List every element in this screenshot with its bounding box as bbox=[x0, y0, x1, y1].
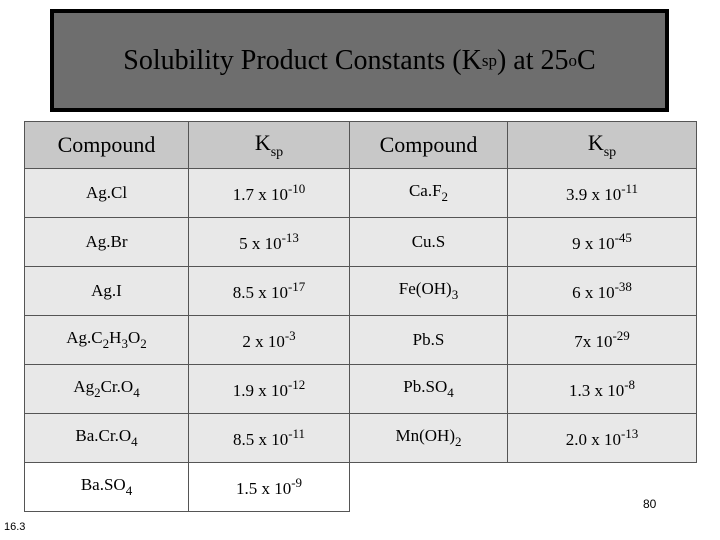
header-ksp-sub: sp bbox=[603, 144, 617, 160]
ksp-value-cell bbox=[508, 267, 697, 316]
compound-cell bbox=[25, 414, 189, 463]
text-part: Ag bbox=[73, 377, 95, 396]
title-mid: ) at 25 bbox=[496, 44, 569, 76]
superscript: -38 bbox=[614, 279, 632, 294]
text-part: Fe(OH) bbox=[398, 279, 452, 298]
table-row bbox=[25, 316, 697, 365]
text-part: Ba.Cr.O bbox=[75, 426, 132, 445]
text-part: 1.7 x 10 bbox=[232, 185, 288, 204]
text-part: Ba.SO bbox=[80, 475, 126, 494]
subscript: 3 bbox=[121, 336, 128, 351]
header-ksp-k: K bbox=[254, 129, 271, 155]
text-part: Ag.Br bbox=[85, 232, 128, 251]
superscript: -17 bbox=[287, 279, 306, 294]
superscript: -8 bbox=[624, 377, 636, 392]
ksp-value-cell bbox=[508, 218, 697, 267]
ksp-value-cell bbox=[508, 169, 697, 218]
text-part: O bbox=[127, 328, 141, 347]
title-prefix: Solubility Product Constants (K bbox=[123, 44, 482, 76]
subscript: 4 bbox=[133, 385, 140, 400]
subscript: 2 bbox=[441, 189, 449, 204]
text-part: Ag.C bbox=[66, 328, 103, 347]
superscript: -13 bbox=[281, 230, 299, 245]
subscript: 4 bbox=[131, 434, 138, 449]
ksp-value-cell bbox=[189, 463, 350, 512]
header-ksp-k: K bbox=[587, 129, 604, 155]
superscript: -11 bbox=[288, 426, 306, 441]
text-part: Ag.I bbox=[91, 281, 122, 300]
compound-cell bbox=[25, 463, 189, 512]
header-ksp-2 bbox=[508, 122, 697, 169]
table-row bbox=[25, 414, 697, 463]
text-part: H bbox=[109, 328, 122, 347]
subscript: 4 bbox=[447, 385, 454, 400]
text-part: Cr.O bbox=[100, 377, 134, 396]
text-part: Mn(OH) bbox=[395, 426, 455, 445]
compound-cell bbox=[25, 365, 189, 414]
superscript: -29 bbox=[612, 328, 630, 343]
compound-cell bbox=[25, 267, 189, 316]
compound-cell bbox=[25, 316, 189, 365]
superscript: -12 bbox=[287, 377, 306, 392]
table-row bbox=[25, 365, 697, 414]
compound-cell bbox=[350, 267, 508, 316]
subscript: 2 bbox=[140, 336, 147, 351]
page-number: 80 bbox=[643, 497, 657, 511]
compound-cell bbox=[25, 169, 189, 218]
compound-cell bbox=[350, 169, 508, 218]
text-part: 2.0 x 10 bbox=[565, 430, 621, 449]
ksp-table bbox=[24, 121, 697, 512]
title-subscript: sp bbox=[481, 50, 497, 70]
ksp-value-cell bbox=[189, 365, 350, 414]
text-part: 9 x 10 bbox=[572, 234, 615, 253]
subscript: 2 bbox=[102, 336, 110, 351]
ksp-value-cell bbox=[508, 365, 697, 414]
slide-title bbox=[54, 13, 665, 108]
text-part: 6 x 10 bbox=[572, 283, 615, 302]
ksp-value-cell bbox=[189, 169, 350, 218]
compound-cell bbox=[350, 316, 508, 365]
text-part: Ca.F bbox=[408, 181, 442, 200]
header-compound-1: Compound bbox=[25, 122, 189, 169]
text-part: 7x 10 bbox=[574, 332, 613, 351]
text-part: 1.3 x 10 bbox=[568, 381, 625, 400]
superscript: -11 bbox=[621, 181, 639, 196]
table-row bbox=[25, 218, 697, 267]
text-part: 3.9 x 10 bbox=[565, 185, 622, 204]
header-compound-2: Compound bbox=[350, 122, 508, 169]
ksp-value-cell bbox=[189, 414, 350, 463]
text-part: 1.5 x 10 bbox=[235, 479, 292, 498]
text-part: 1.9 x 10 bbox=[232, 381, 288, 400]
table-row bbox=[25, 463, 697, 512]
superscript: -45 bbox=[614, 230, 632, 245]
subscript: 4 bbox=[125, 483, 133, 498]
ksp-value-cell bbox=[189, 267, 350, 316]
superscript: -13 bbox=[620, 426, 639, 441]
title-suffix: C bbox=[577, 44, 596, 76]
text-part: Ag.Cl bbox=[85, 183, 128, 202]
header-ksp-sub: sp bbox=[270, 144, 284, 160]
header-ksp-1 bbox=[189, 122, 350, 169]
ksp-value-cell bbox=[508, 414, 697, 463]
superscript: -9 bbox=[291, 475, 303, 490]
subscript: 2 bbox=[94, 385, 101, 400]
table-header-row bbox=[25, 122, 697, 169]
text-part: 8.5 x 10 bbox=[232, 430, 289, 449]
ksp-value-cell bbox=[508, 463, 697, 512]
text-part: Pb.SO bbox=[403, 377, 448, 396]
ksp-value-cell bbox=[189, 218, 350, 267]
text-part: Cu.S bbox=[411, 232, 446, 251]
text-part: Pb.S bbox=[412, 330, 445, 349]
table-row bbox=[25, 169, 697, 218]
text-part: 8.5 x 10 bbox=[232, 283, 288, 302]
subscript: 3 bbox=[451, 287, 459, 302]
superscript: -3 bbox=[284, 328, 296, 343]
title-superscript: o bbox=[568, 50, 578, 70]
superscript: -10 bbox=[287, 181, 306, 196]
compound-cell bbox=[350, 365, 508, 414]
compound-cell bbox=[350, 463, 508, 512]
compound-cell bbox=[25, 218, 189, 267]
ksp-value-cell bbox=[508, 316, 697, 365]
text-part: 5 x 10 bbox=[239, 234, 282, 253]
subscript: 2 bbox=[455, 434, 462, 449]
title-banner bbox=[50, 9, 669, 112]
compound-cell bbox=[350, 414, 508, 463]
compound-cell bbox=[350, 218, 508, 267]
text-part: 2 x 10 bbox=[242, 332, 285, 351]
section-number: 16.3 bbox=[4, 521, 26, 533]
table-row bbox=[25, 267, 697, 316]
ksp-value-cell bbox=[189, 316, 350, 365]
